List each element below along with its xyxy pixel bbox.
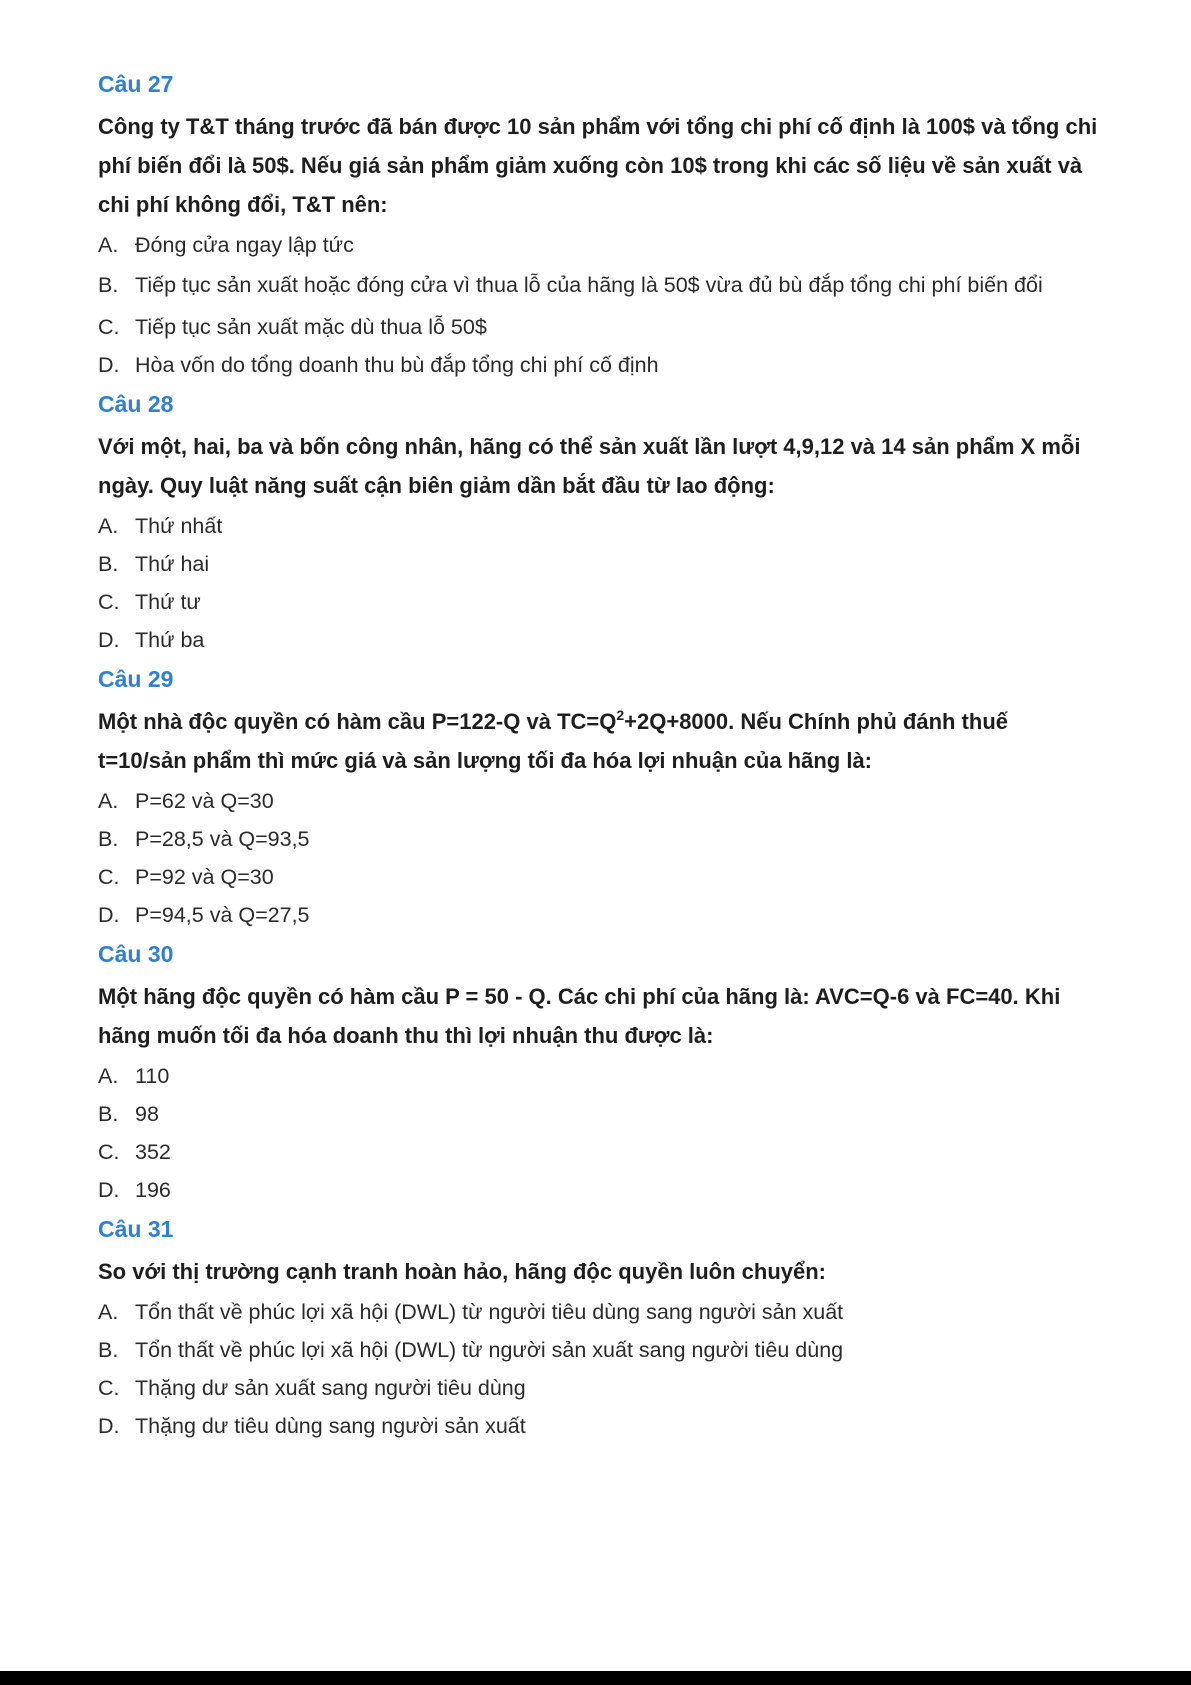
answer-option-a[interactable]	[98, 782, 1098, 820]
option-letter: A.	[98, 789, 119, 813]
question-stem: Công ty T&T tháng trước đã bán được 10 sản phẩm với tổng chi phí cố định là 100$ và tổng chi phí biến đổi là 50$. Nếu giá sản phẩm giảm xuống còn 10$ trong khi các số liệu về sản xuất và chi phí không đổi, T&T nên:	[98, 114, 1098, 217]
option-letter: B.	[98, 1102, 119, 1126]
option-letter: D.	[98, 1178, 120, 1202]
option-text: Tổn thất về phúc lợi xã hội (DWL) từ người sản xuất sang người tiêu dùng	[135, 1338, 844, 1362]
option-text: Thứ nhất	[135, 514, 223, 538]
answer-options	[98, 226, 1098, 384]
option-letter: B.	[98, 273, 119, 297]
question-title: Câu 29	[98, 666, 174, 692]
answer-option-b[interactable]	[98, 820, 1098, 858]
answer-option-a[interactable]	[98, 1057, 1098, 1095]
option-letter: A.	[98, 1064, 119, 1088]
answer-option-b[interactable]	[98, 545, 1098, 583]
answer-option-c[interactable]	[98, 858, 1098, 896]
option-letter: C.	[98, 865, 120, 889]
answer-options	[98, 1293, 1098, 1445]
option-text: P=92 và Q=30	[135, 865, 274, 889]
option-letter: C.	[98, 1376, 120, 1400]
question-title: Câu 31	[98, 1216, 174, 1242]
option-letter: D.	[98, 353, 120, 377]
question-stem: Với một, hai, ba và bốn công nhân, hãng có thể sản xuất lần lượt 4,9,12 và 14 sản phẩm X mỗi ngày. Quy luật năng suất cận biên giảm dần bắt đầu từ lao động:	[98, 434, 1081, 498]
option-text: 196	[135, 1178, 171, 1202]
answer-option-b[interactable]	[98, 1331, 1098, 1369]
answer-option-a[interactable]	[98, 507, 1098, 545]
option-text: Thặng dư tiêu dùng sang người sản xuất	[135, 1414, 526, 1438]
option-text: Tiếp tục sản xuất hoặc đóng cửa vì thua lỗ của hãng là 50$ vừa đủ bù đắp tổng chi phí biến đổi	[135, 273, 1043, 297]
answer-options	[98, 782, 1098, 934]
question-30	[98, 938, 1098, 1209]
quiz-page	[98, 68, 1098, 1445]
stem-superscript: 2	[616, 707, 625, 723]
option-letter: A.	[98, 1300, 119, 1324]
option-letter: C.	[98, 590, 120, 614]
answer-option-d[interactable]	[98, 1407, 1098, 1445]
option-letter: C.	[98, 315, 120, 339]
answer-option-a[interactable]	[98, 226, 1098, 264]
option-letter: D.	[98, 628, 120, 652]
answer-option-b[interactable]	[98, 1095, 1098, 1133]
question-31	[98, 1213, 1098, 1445]
stem-text-part1: Một nhà độc quyền có hàm cầu P=122-Q và TC=Q	[98, 709, 617, 734]
answer-option-d[interactable]	[98, 346, 1098, 384]
option-text: Hòa vốn do tổng doanh thu bù đắp tổng chi phí cố định	[135, 353, 659, 377]
option-text: 98	[135, 1102, 159, 1126]
option-text: Đóng cửa ngay lập tức	[135, 233, 354, 257]
option-letter: B.	[98, 552, 119, 576]
answer-option-c[interactable]	[98, 583, 1098, 621]
question-29	[98, 663, 1098, 934]
option-text: Thặng dư sản xuất sang người tiêu dùng	[135, 1376, 526, 1400]
answer-option-c[interactable]	[98, 1133, 1098, 1171]
option-letter: A.	[98, 233, 119, 257]
answer-option-d[interactable]	[98, 621, 1098, 659]
bottom-edge-bar	[0, 1671, 1191, 1685]
answer-option-c[interactable]	[98, 1369, 1098, 1407]
option-letter: D.	[98, 1414, 120, 1438]
answer-options	[98, 507, 1098, 659]
question-title: Câu 30	[98, 941, 174, 967]
answer-option-b[interactable]	[98, 264, 1098, 308]
option-text: Tổn thất về phúc lợi xã hội (DWL) từ người tiêu dùng sang người sản xuất	[135, 1300, 844, 1324]
answer-option-d[interactable]	[98, 896, 1098, 934]
stem-text-part2: +2Q+8000. Nếu Chính phủ đánh thuế t=10/sản phẩm thì mức giá và sản lượng tối đa hóa lợi nhuận của hãng là:	[98, 709, 1008, 773]
option-text: 352	[135, 1140, 171, 1164]
question-stem: Một hãng độc quyền có hàm cầu P = 50 - Q. Các chi phí của hãng là: AVC=Q-6 và FC=40. Khi hãng muốn tối đa hóa doanh thu thì lợi nhuận thu được là:	[98, 984, 1061, 1048]
question-title: Câu 28	[98, 391, 174, 417]
option-text: P=62 và Q=30	[135, 789, 274, 813]
option-text: Thứ tư	[135, 590, 201, 614]
answer-option-c[interactable]	[98, 308, 1098, 346]
option-text: Tiếp tục sản xuất mặc dù thua lỗ 50$	[135, 315, 487, 339]
option-text: P=28,5 và Q=93,5	[135, 827, 310, 851]
option-letter: A.	[98, 514, 119, 538]
option-letter: D.	[98, 903, 120, 927]
option-text: Thứ ba	[135, 628, 205, 652]
answer-option-a[interactable]	[98, 1293, 1098, 1331]
option-text: P=94,5 và Q=27,5	[135, 903, 310, 927]
option-letter: B.	[98, 1338, 119, 1362]
option-text: 110	[135, 1064, 170, 1088]
question-stem: So với thị trường cạnh tranh hoàn hảo, hãng độc quyền luôn chuyển:	[98, 1259, 827, 1284]
question-stem	[98, 702, 1098, 780]
option-letter: C.	[98, 1140, 120, 1164]
option-text: Thứ hai	[135, 552, 210, 576]
question-title: Câu 27	[98, 71, 174, 97]
answer-option-d[interactable]	[98, 1171, 1098, 1209]
option-letter: B.	[98, 827, 119, 851]
question-28	[98, 388, 1098, 659]
question-27	[98, 68, 1098, 384]
answer-options	[98, 1057, 1098, 1209]
